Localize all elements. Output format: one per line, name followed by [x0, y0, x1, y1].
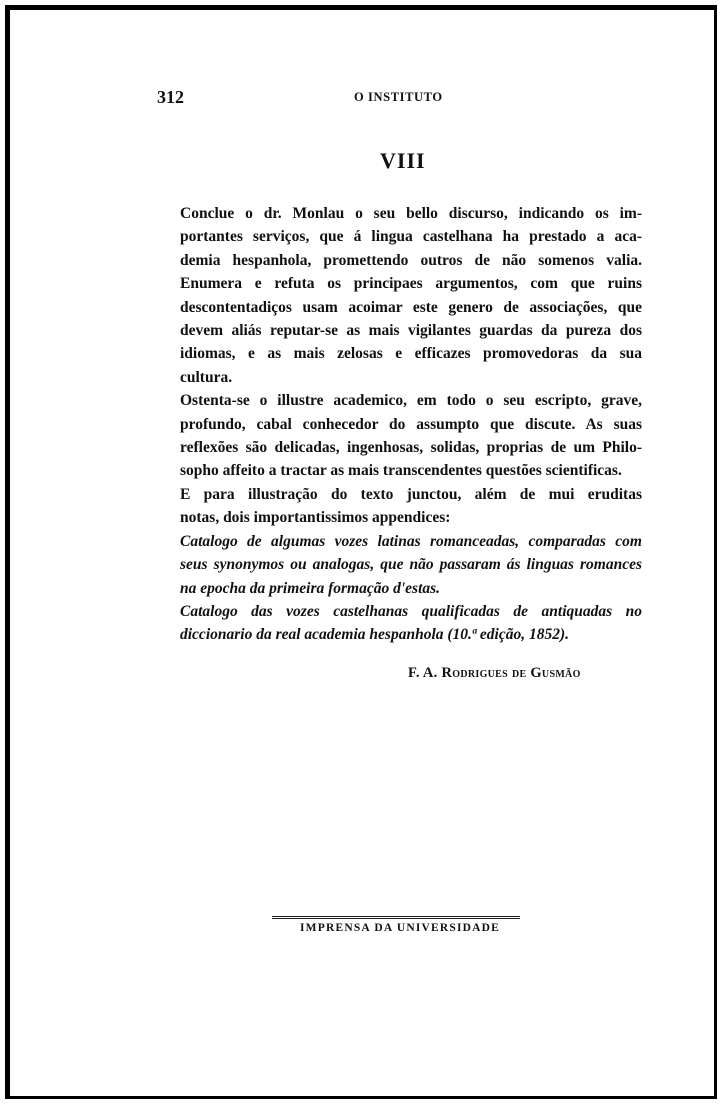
- text-line: demia hespanhola, promettendo outros de não somenos valia.: [180, 251, 642, 269]
- text-line: na epocha da primeira formação d'estas.: [180, 579, 441, 597]
- text-line: Catalogo das vozes castelhanas qualificadas de antiquadas no: [180, 602, 642, 620]
- paragraph-2: [162, 389, 642, 483]
- appendix-1: [162, 530, 642, 600]
- text-line: Ostenta-se o illustre academico, em todo o seu escripto, grave,: [180, 392, 642, 410]
- text-line: E para illustração do texto junctou, além de mui eruditas: [180, 485, 642, 503]
- text-line: devem aliás reputar-se as mais vigilantes guardas da pureza dos: [180, 322, 642, 340]
- text-line: descontentadiços usam acoimar este genero de associações, que: [180, 298, 642, 316]
- appendix-2: [162, 600, 642, 647]
- text-line: idiomas, e as mais zelosas e efficazes promovedoras da sua: [180, 345, 642, 363]
- text-line: profundo, cabal conhecedor do assumpto que discute. As suas: [180, 415, 642, 433]
- text-line: notas, dois importantissimos appendices:: [180, 509, 451, 527]
- text-line: Catalogo de algumas vozes latinas romanceadas, comparadas com: [180, 532, 642, 550]
- text-line: cultura.: [180, 368, 233, 386]
- paragraph-3: [162, 483, 642, 530]
- text-line: Conclue o dr. Monlau o seu bello discurso, indicando os im-: [180, 205, 642, 222]
- running-title: O INSTITUTO: [354, 90, 443, 104]
- text-line: portantes serviços, que á lingua castelhana ha prestado a aca-: [180, 228, 642, 246]
- footer-rule: [272, 916, 520, 919]
- author-signature: F. A. Rodrigues de Gusmão: [408, 665, 581, 681]
- printer-imprint: IMPRENSA DA UNIVERSIDADE: [300, 922, 501, 934]
- text-line: seus synonymos ou analogas, que não passaram ás linguas romances: [180, 556, 642, 574]
- body-text: [162, 202, 642, 647]
- text-line: sopho affeito a tractar as mais transcendentes questões scientificas.: [180, 462, 622, 480]
- section-heading: VIII: [380, 148, 426, 173]
- paragraph-1: [162, 202, 642, 389]
- text-line: reflexões são delicadas, ingenhosas, solidas, proprias de um Philo-: [180, 439, 642, 457]
- page-number: 312: [157, 87, 184, 107]
- text-line: diccionario da real academia hespanhola (10.ª edição, 1852).: [180, 626, 570, 644]
- text-line: Enumera e refuta os principaes argumentos, com que ruins: [180, 275, 642, 293]
